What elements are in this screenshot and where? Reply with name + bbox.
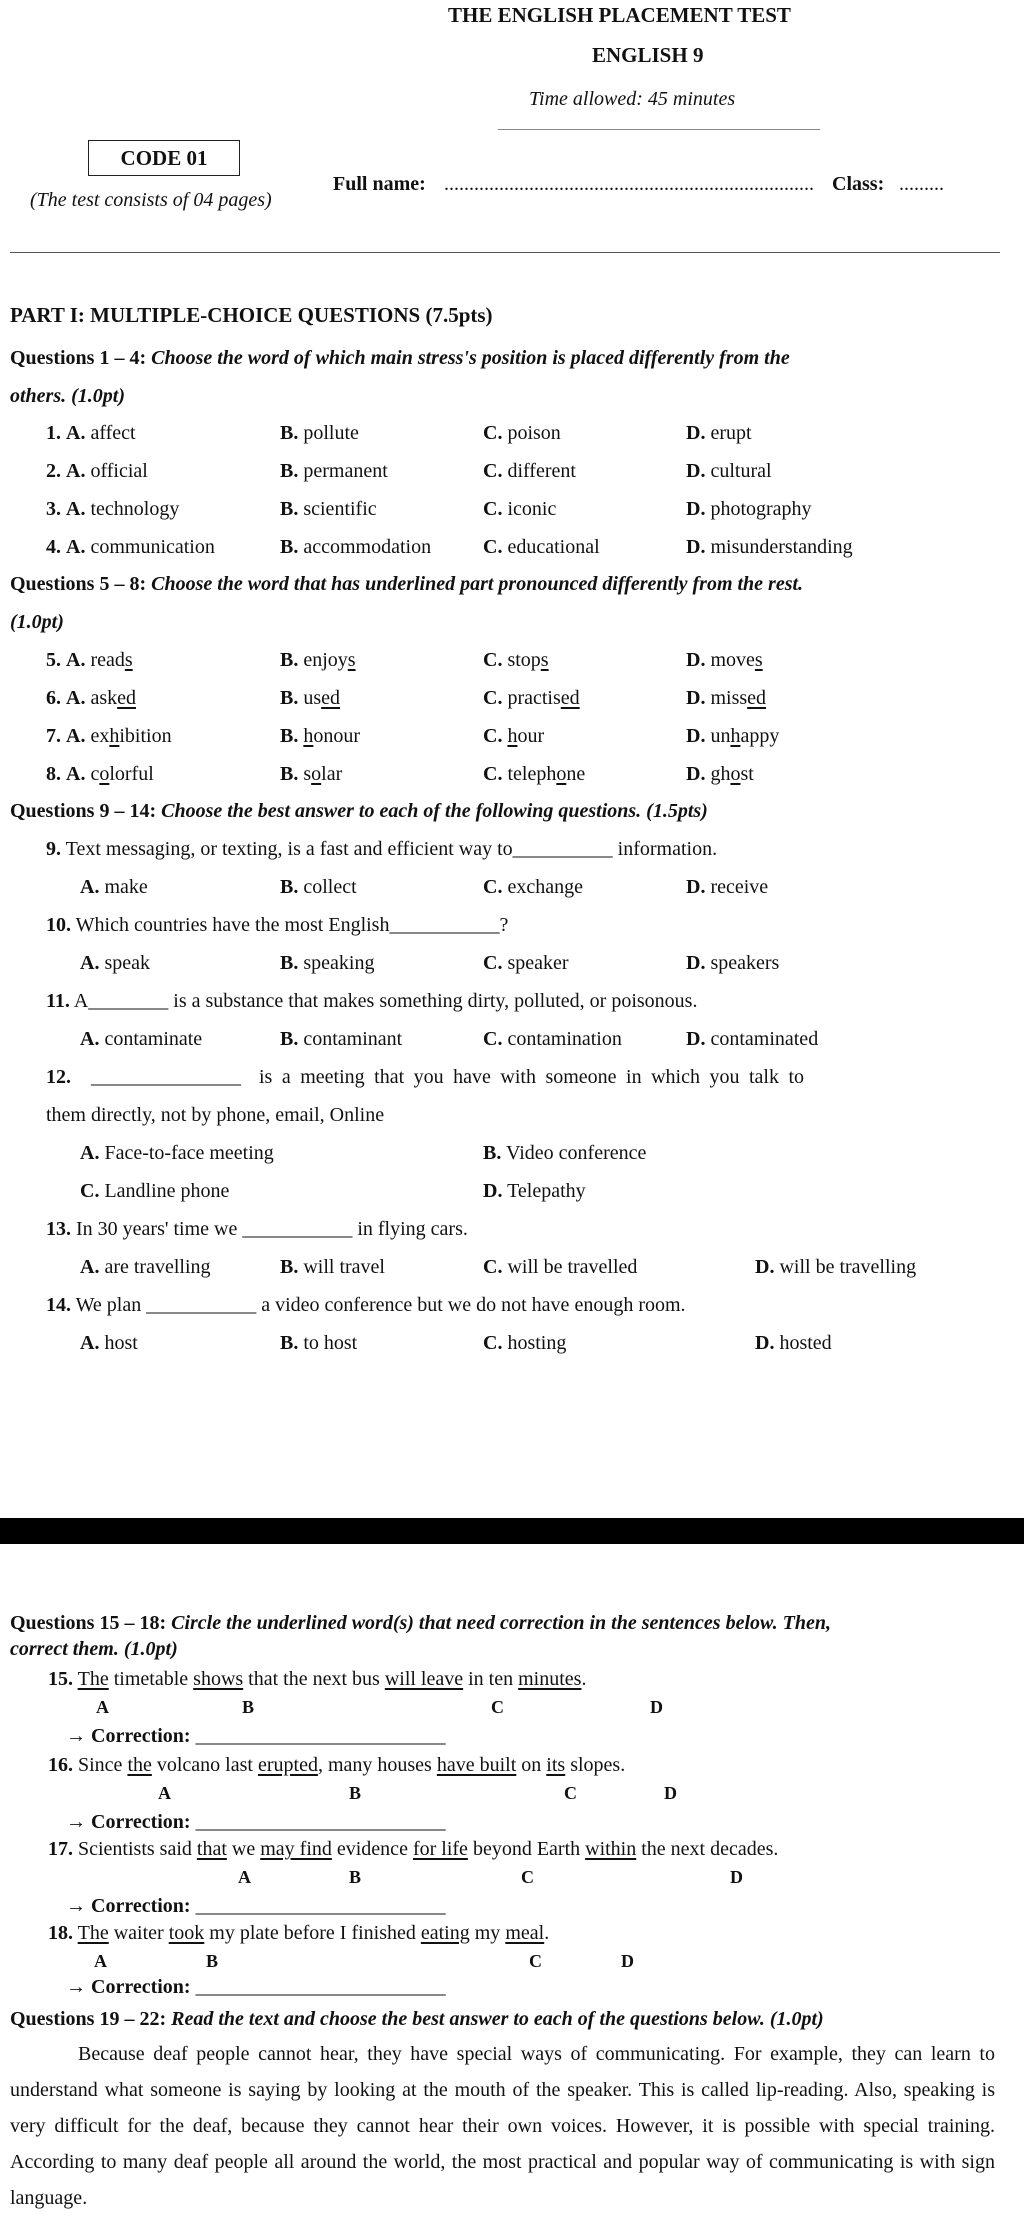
option-label: A.: [66, 422, 86, 444]
header-divider: [10, 252, 1000, 253]
q13-option-a[interactable]: A. are travelling: [80, 1256, 211, 1278]
q4-option-d[interactable]: D. misunderstanding: [686, 536, 853, 558]
underlined-c[interactable]: will leave: [384, 1668, 464, 1690]
q14-stem: 14. We plan ___________ a video conference but we do not have enough room.: [46, 1294, 686, 1316]
class-label: Class:: [832, 173, 885, 195]
q17-letter-d: D: [730, 1867, 743, 1887]
q8-row: 8. A. colorful: [46, 763, 154, 785]
q16-correction: → Correction: _________________________: [66, 1811, 446, 1833]
q12-stem-2: them directly, not by phone, email, Online: [46, 1104, 385, 1126]
test-subtitle: ENGLISH 9: [592, 43, 704, 67]
q14-option-d[interactable]: D. hosted: [755, 1332, 832, 1354]
q10-option-c[interactable]: C. speaker: [483, 952, 569, 974]
q5-8-lead: Questions 5 – 8:: [10, 573, 147, 595]
page-break-bar: [0, 1518, 1024, 1544]
q6-option-b[interactable]: B. used: [280, 687, 341, 709]
underlined-a[interactable]: The: [77, 1922, 109, 1944]
q8-option-d[interactable]: D. ghost: [686, 763, 754, 785]
q5-option-b[interactable]: B. enjoys: [280, 649, 356, 671]
q11-stem: 11. A________ is a substance that makes something dirty, polluted, or poisonous.: [46, 990, 698, 1012]
option-a[interactable]: colorful: [90, 763, 154, 785]
q4-option-c[interactable]: C. educational: [483, 536, 600, 558]
q11-option-d[interactable]: D. contaminated: [686, 1028, 819, 1050]
underlined-b[interactable]: shows: [193, 1668, 244, 1690]
q11-option-b[interactable]: B. contaminant: [280, 1028, 403, 1050]
option-a[interactable]: exhibition: [90, 725, 172, 747]
answer-blank[interactable]: ________: [88, 990, 169, 1012]
underlined-a[interactable]: the: [127, 1754, 152, 1776]
header-divider-short: [498, 129, 820, 130]
option-label: A.: [66, 536, 86, 558]
q7-option-c[interactable]: C. hour: [483, 725, 545, 747]
q11-option-a[interactable]: A. contaminate: [80, 1028, 203, 1050]
correction-blank[interactable]: _________________________: [195, 1976, 446, 1998]
q9-option-b[interactable]: B. collect: [280, 876, 357, 898]
q18-letter-d: D: [621, 1951, 634, 1971]
q19-22-instruction: [10, 2008, 824, 2031]
q15-18-text: Circle the underlined word(s) that need correction in the sentences below. Then,: [171, 1612, 831, 1634]
q1-4-text: Choose the word of which main stress's position is placed differently from the: [151, 347, 790, 369]
q19-22-lead: Questions 19 – 22:: [10, 2008, 167, 2030]
q18-letter-a: A: [94, 1951, 107, 1971]
underlined-d[interactable]: meal: [505, 1922, 545, 1944]
q18-correction: → Correction: _________________________: [66, 1976, 446, 1998]
q9-14-text: Choose the best answer to each of the following questions. (1.5pts): [161, 800, 708, 822]
q8-option-b[interactable]: B. solar: [280, 763, 343, 785]
question-number: 4.: [46, 536, 61, 558]
q12-option-b[interactable]: B. Video conference: [483, 1142, 647, 1164]
correction-blank[interactable]: _________________________: [195, 1811, 446, 1833]
q1-4-text-2: others. (1.0pt): [10, 385, 125, 407]
q10-stem: 10. Which countries have the most English___________?: [46, 914, 509, 936]
q13-option-c[interactable]: C. will be travelled: [483, 1256, 638, 1278]
q1-option-b[interactable]: B. pollute: [280, 422, 359, 444]
full-name-field[interactable]: ..........................................................................: [444, 173, 814, 195]
underlined-b[interactable]: took: [168, 1922, 205, 1944]
underlined-d[interactable]: minutes: [518, 1668, 582, 1690]
underlined-d[interactable]: its: [546, 1754, 566, 1776]
q4-row: [46, 536, 215, 559]
option-a[interactable]: reads: [90, 649, 133, 671]
option-label: A.: [66, 460, 86, 482]
option-label: A.: [66, 498, 86, 520]
time-allowed: Time allowed: 45 minutes: [529, 88, 736, 110]
question-number: 1.: [46, 422, 61, 444]
q12-option-c[interactable]: C. Landline phone: [80, 1180, 230, 1202]
q9-14-instruction: [10, 800, 708, 823]
q9-option-d[interactable]: D. receive: [686, 876, 769, 898]
q16-sentence: 16. Since the volcano last erupted, many houses have built on its slopes.: [48, 1754, 626, 1776]
q9-14-lead: Questions 9 – 14:: [10, 800, 157, 822]
q4-option-b[interactable]: B. accommodation: [280, 536, 432, 558]
q15-18-lead: Questions 15 – 18:: [10, 1612, 167, 1634]
q15-letter-a: A: [96, 1697, 109, 1717]
q14-option-c[interactable]: C. hosting: [483, 1332, 567, 1354]
answer-blank[interactable]: __________: [512, 838, 613, 860]
q15-18-instruction: [10, 1612, 831, 1635]
q14-option-a[interactable]: A. host: [80, 1332, 138, 1354]
q8-option-c[interactable]: C. telephone: [483, 763, 586, 785]
q5-8-instruction: [10, 573, 803, 596]
q12-stem: 12. _______________ is a meeting that you have with someone in which you talk to: [46, 1066, 805, 1088]
part1-heading: PART I: MULTIPLE-CHOICE QUESTIONS (7.5pts): [10, 303, 493, 327]
q1-4-lead: Questions 1 – 4:: [10, 347, 147, 369]
q2-option-c[interactable]: C. different: [483, 460, 576, 482]
underlined-a[interactable]: that: [196, 1838, 227, 1860]
q15-sentence: 15. The timetable shows that the next bus will leave in ten minutes.: [48, 1668, 587, 1690]
q6-option-c[interactable]: C. practised: [483, 687, 580, 709]
q2-option-b[interactable]: B. permanent: [280, 460, 388, 482]
q5-option-c[interactable]: C. stops: [483, 649, 549, 671]
q10-option-b[interactable]: B. speaking: [280, 952, 375, 974]
q19-22-text: Read the text and choose the best answer to each of the questions below. (1.0pt): [171, 2008, 824, 2030]
reading-passage: Because deaf people cannot hear, they have special ways of communicating. For example, they can learn to understand what someone is saying by looking at the mouth of the speaker. This is called lip-reading. Also, speaking is very difficult for the deaf, because they cannot hear their own voices. However, it is possible with special training. According to many deaf people all around the world, the most practical and popular way of communicating is with sign language.: [10, 2043, 995, 2209]
q9-stem: 9. Text messaging, or texting, is a fast and efficient way to__________ information.: [46, 838, 718, 860]
q7-option-d[interactable]: D. unhappy: [686, 725, 780, 747]
q9-option-a[interactable]: A. make: [80, 876, 148, 898]
q17-letter-b: B: [349, 1867, 362, 1887]
answer-blank[interactable]: ___________: [146, 1294, 257, 1316]
q3-option-d[interactable]: D. photography: [686, 498, 812, 520]
q15-correction: → Correction: _________________________: [66, 1725, 446, 1747]
q18-letter-c: C: [529, 1951, 542, 1971]
answer-blank[interactable]: ___________: [242, 1218, 353, 1240]
underlined-c[interactable]: for life: [412, 1838, 468, 1860]
q6-option-d[interactable]: D. missed: [686, 687, 767, 709]
underlined-a[interactable]: The: [77, 1668, 109, 1690]
q14-option-b[interactable]: B. to host: [280, 1332, 358, 1354]
q5-8-text-2: (1.0pt): [10, 611, 64, 633]
q3-row: [46, 498, 179, 521]
q15-letter-c: C: [491, 1697, 504, 1717]
underlined-b[interactable]: may find: [260, 1838, 332, 1860]
q10-option-a[interactable]: A. speak: [80, 952, 150, 974]
pages-note: (The test consists of 04 pages): [30, 189, 272, 211]
q3-option-b[interactable]: B. scientific: [280, 498, 377, 520]
q17-letter-c: C: [521, 1867, 534, 1887]
q15-letter-b: B: [242, 1697, 255, 1717]
q6-row: 6. A. asked: [46, 687, 137, 709]
option-a[interactable]: affect: [90, 422, 136, 444]
underlined-c[interactable]: have built: [436, 1754, 517, 1776]
q17-sentence: 17. Scientists said that we may find evidence for life beyond Earth within the next decades.: [48, 1838, 779, 1860]
q5-option-d[interactable]: D. moves: [686, 649, 763, 671]
correction-blank[interactable]: _________________________: [195, 1895, 446, 1917]
option-a[interactable]: official: [90, 460, 148, 482]
q1-option-c[interactable]: C. poison: [483, 422, 561, 444]
q2-row: [46, 460, 148, 483]
underlined-c[interactable]: eating: [420, 1922, 470, 1944]
q7-row: 7. A. exhibition: [46, 725, 172, 747]
q15-18-text-2: correct them. (1.0pt): [10, 1638, 178, 1660]
q1-4-instruction: [10, 347, 790, 370]
q17-letter-a: A: [238, 1867, 251, 1887]
q2-option-d[interactable]: D. cultural: [686, 460, 772, 482]
option-a[interactable]: technology: [90, 498, 180, 520]
correction-blank[interactable]: _________________________: [195, 1725, 446, 1747]
full-name-label: Full name:: [333, 173, 426, 195]
q13-stem: 13. In 30 years' time we ___________ in flying cars.: [46, 1218, 468, 1240]
q18-sentence: 18. The waiter took my plate before I finished eating my meal.: [48, 1922, 550, 1944]
q1-row: [46, 422, 136, 445]
q13-option-d[interactable]: D. will be travelling: [755, 1256, 917, 1278]
q16-letter-d: D: [664, 1783, 677, 1803]
answer-blank[interactable]: _______________: [91, 1066, 241, 1088]
q5-8-text: Choose the word that has underlined part pronounced differently from the rest.: [151, 573, 804, 595]
q13-option-b[interactable]: B. will travel: [280, 1256, 385, 1278]
underlined-d[interactable]: within: [585, 1838, 637, 1860]
q12-option-a[interactable]: A. Face-to-face meeting: [80, 1142, 274, 1164]
question-number: 2.: [46, 460, 61, 482]
q17-correction: → Correction: _________________________: [66, 1895, 446, 1917]
q7-option-b[interactable]: B. honour: [280, 725, 361, 747]
q16-letter-b: B: [349, 1783, 362, 1803]
code-box: CODE 01: [88, 140, 240, 176]
test-title: THE ENGLISH PLACEMENT TEST: [448, 3, 791, 27]
question-number: 3.: [46, 498, 61, 520]
q9-option-c[interactable]: C. exchange: [483, 876, 583, 898]
q16-letter-c: C: [564, 1783, 577, 1803]
q1-option-d[interactable]: D. erupt: [686, 422, 752, 444]
option-a[interactable]: asked: [90, 687, 137, 709]
q3-option-c[interactable]: C. iconic: [483, 498, 557, 520]
q18-letter-b: B: [206, 1951, 219, 1971]
underlined-b[interactable]: erupted: [257, 1754, 318, 1776]
q10-option-d[interactable]: D. speakers: [686, 952, 780, 974]
option-a[interactable]: communication: [90, 536, 215, 558]
q16-letter-a: A: [158, 1783, 171, 1803]
q11-option-c[interactable]: C. contamination: [483, 1028, 622, 1050]
q12-option-d[interactable]: D. Telepathy: [483, 1180, 586, 1202]
answer-blank[interactable]: ___________: [389, 914, 500, 936]
class-field[interactable]: .........: [899, 173, 944, 195]
q5-row: 5. A. reads: [46, 649, 133, 671]
q15-letter-d: D: [650, 1697, 663, 1717]
